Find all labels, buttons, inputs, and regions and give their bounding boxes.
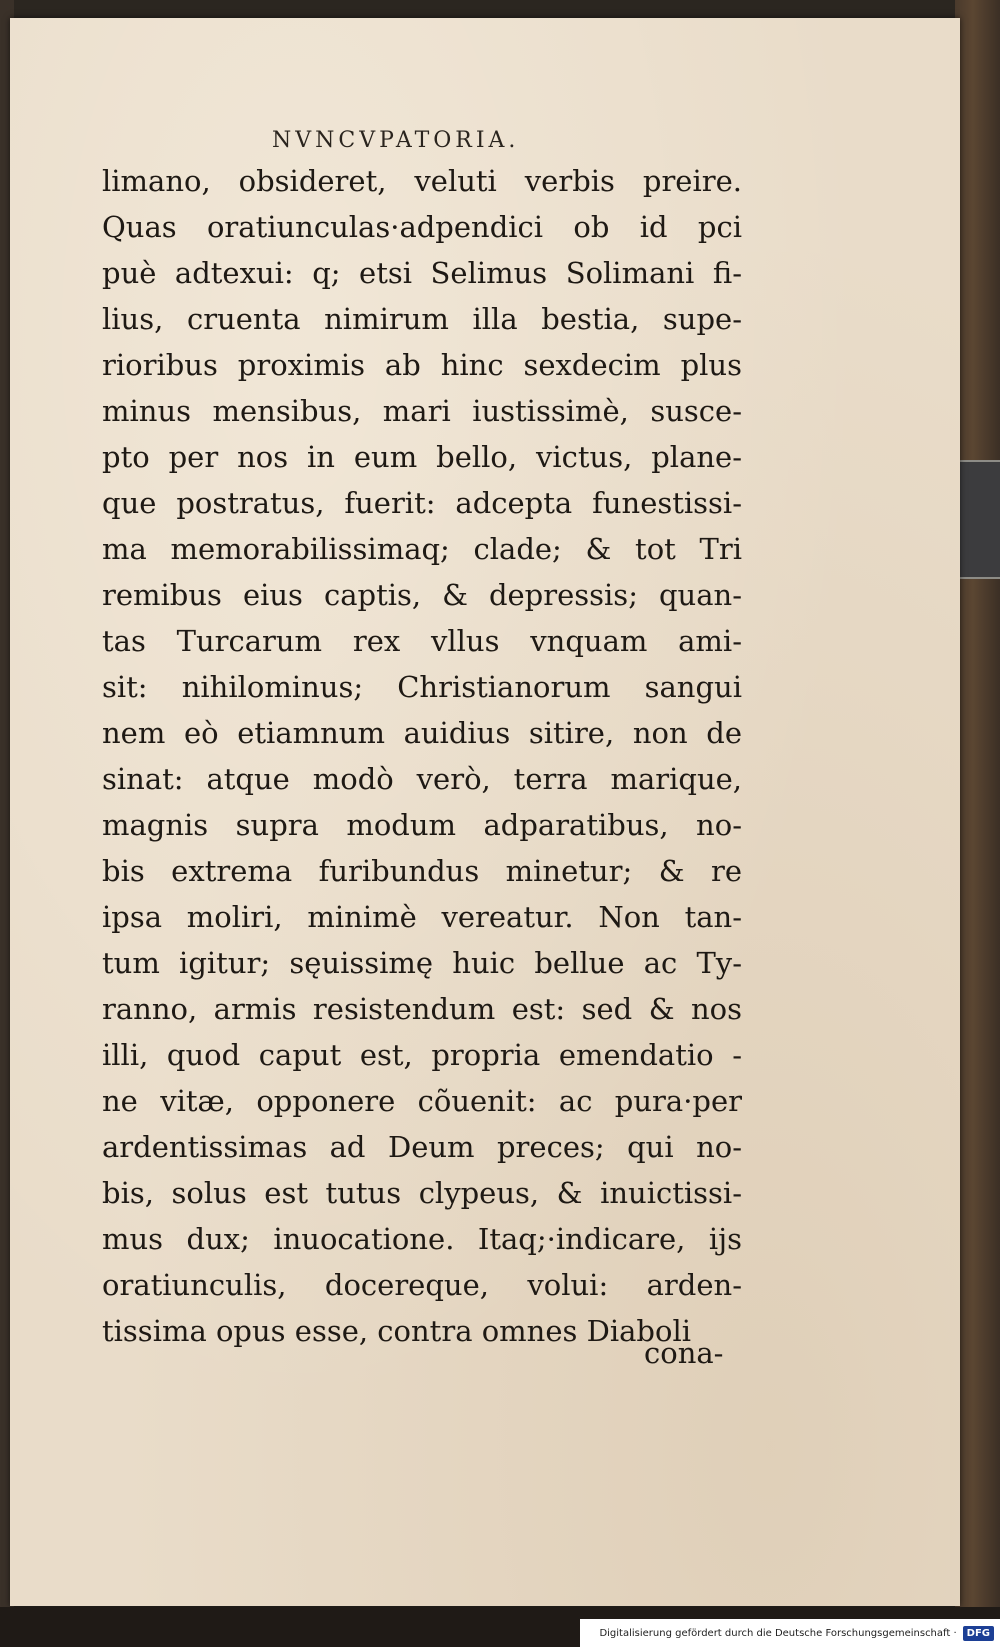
text-line: nem eò etiamnum auidius sitire, non de	[102, 716, 742, 750]
book-edge-right	[955, 0, 1000, 1647]
text-line: bis extrema furibundus minetur; & re	[102, 854, 742, 888]
text-line: puè adtexui: q; etsi Selimus Solimani fi-	[102, 256, 742, 290]
text-line: illi, quod caput est, propria emendatio -	[102, 1038, 742, 1072]
text-line: limano, obsideret, veluti verbis preire.	[102, 164, 742, 198]
text-line: bis, solus est tutus clypeus, & inuictissi-	[102, 1176, 742, 1210]
text-line: ardentissimas ad Deum preces; qui no-	[102, 1130, 742, 1164]
text-line: sit: nihilominus; Christianorum sangui	[102, 670, 742, 704]
text-line: rioribus proximis ab hinc sexdecim plus	[102, 348, 742, 382]
text-line: lius, cruenta nimirum illa bestia, supe-	[102, 302, 742, 336]
text-line: ma memorabilissimaq; clade; & tot Tri	[102, 532, 742, 566]
text-line: pto per nos in eum bello, victus, plane-	[102, 440, 742, 474]
text-line: tas Turcarum rex vllus vnquam ami-	[102, 624, 742, 658]
text-block	[102, 158, 742, 1354]
dfg-logo: DFG	[963, 1626, 994, 1641]
text-line: remibus eius captis, & depressis; quan-	[102, 578, 742, 612]
text-line: magnis supra modum adparatibus, no-	[102, 808, 742, 842]
text-line: ipsa moliri, minimè vereatur. Non tan-	[102, 900, 742, 934]
running-head: NVNCVPATORIA.	[272, 128, 520, 153]
digitization-credit-bar	[580, 1619, 1000, 1647]
text-line: que postratus, fuerit: adcepta funestissi-	[102, 486, 742, 520]
catchword: cona-	[644, 1336, 724, 1370]
book-page	[10, 18, 960, 1606]
text-line: sinat: atque modò verò, terra marique,	[102, 762, 742, 796]
text-line: oratiunculis, docereque, volui: arden-	[102, 1268, 742, 1302]
text-line: ranno, armis resistendum est: sed & nos	[102, 992, 742, 1026]
funding-credit: Digitalisierung gefördert durch die Deutsche Forschungsgemeinschaft ·	[599, 1627, 957, 1639]
text-line: tum igitur; sęuissimę huic bellue ac Ty-	[102, 946, 742, 980]
text-line: tissima opus esse, contra omnes Diaboli	[102, 1314, 691, 1348]
text-line: ne vitæ, opponere cõuenit: ac pura·per	[102, 1084, 742, 1118]
text-line: mus dux; inuocatione. Itaq;·indicare, ijs	[102, 1222, 742, 1256]
text-line: Quas oratiunculas·adpendici ob id pci	[102, 210, 742, 244]
text-line: minus mensibus, mari iustissimè, susce-	[102, 394, 742, 428]
